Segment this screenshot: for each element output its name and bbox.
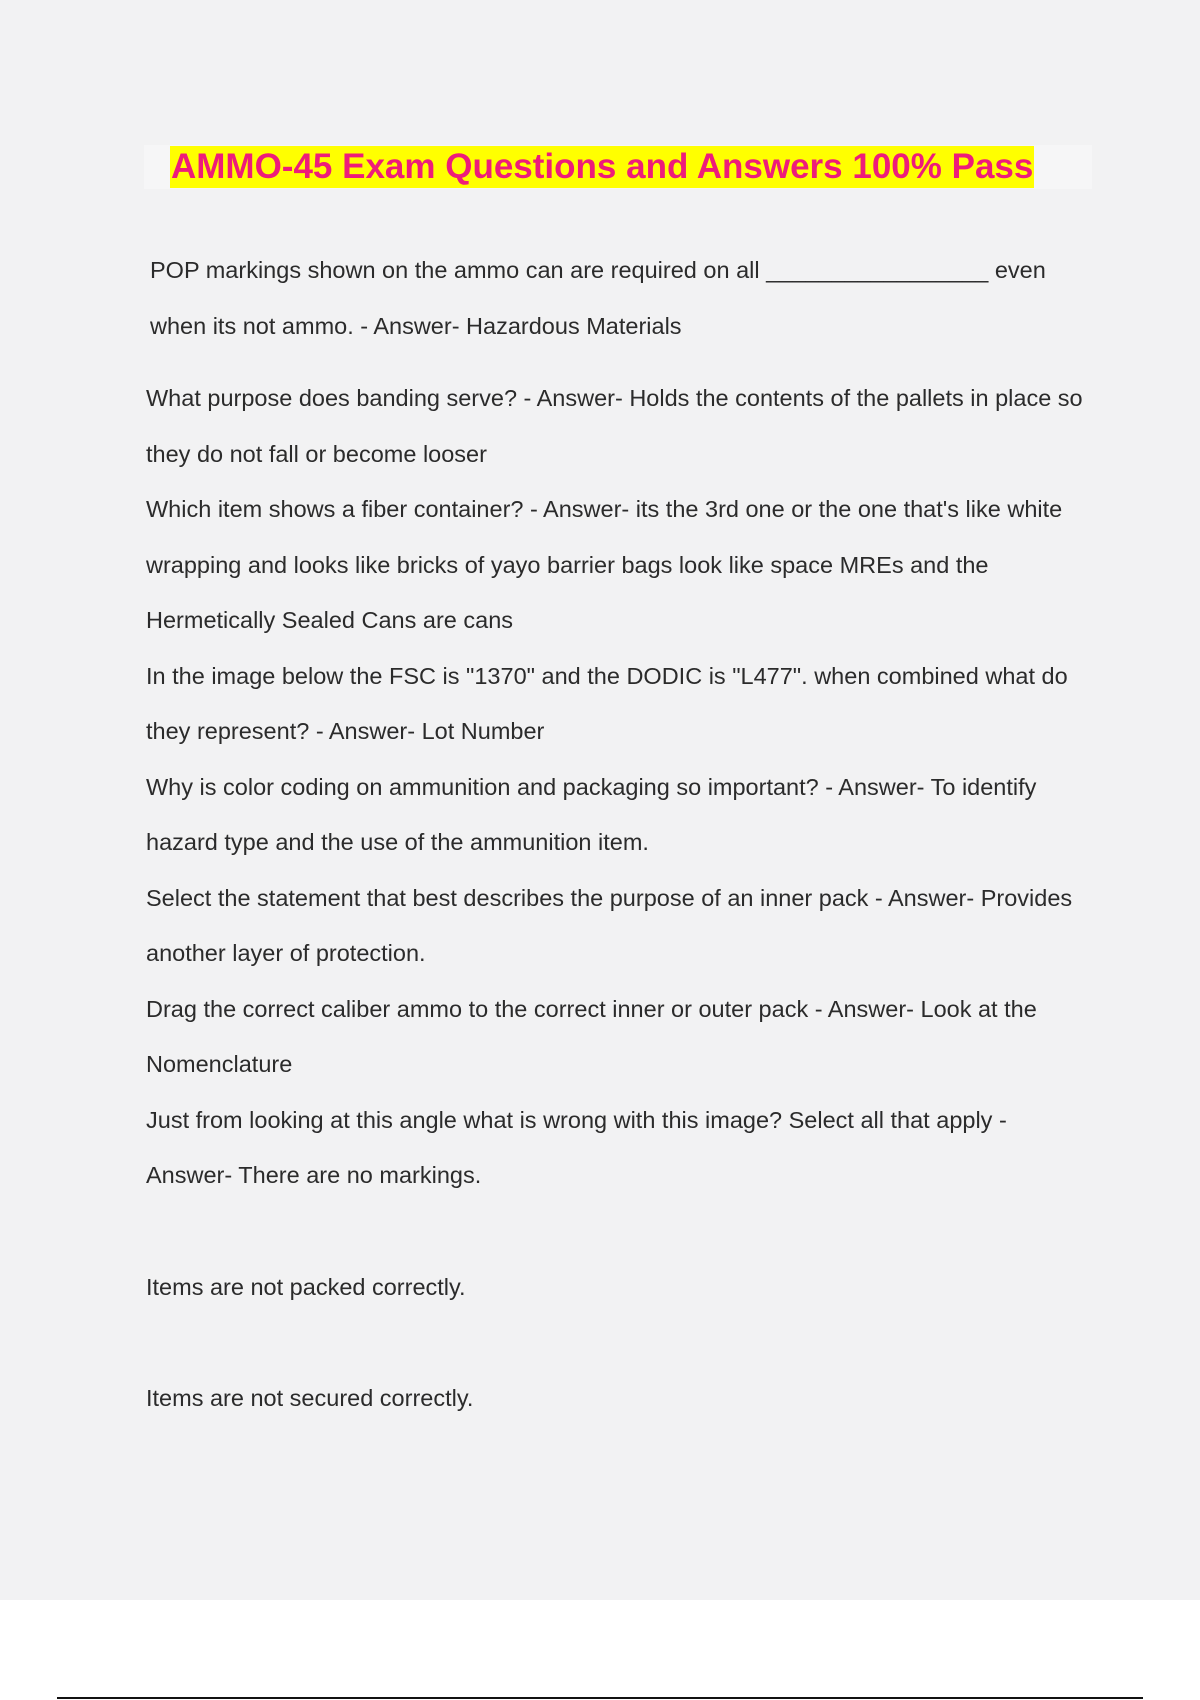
qa-item-inner-pack: Select the statement that best describes the purpose of an inner pack - Answer- Provides another layer of protection. <box>146 884 1073 966</box>
qa-answer-not-secured: Items are not secured correctly. <box>146 1385 474 1411</box>
qa-item-banding: What purpose does banding serve? - Answer- Holds the contents of the pallets in place so they do not fall or become looser <box>146 385 1083 467</box>
qa-item-fiber-container: Which item shows a fiber container? - Answer- its the 3rd one or the one that's like white wrapping and looks like bricks of yayo barrier bags look like space MREs and the Hermetically Sealed Cans are cans <box>146 496 1063 633</box>
document-title: AMMO-45 Exam Questions and Answers 100% Pass <box>171 147 1034 186</box>
document-body <box>146 243 1086 1427</box>
qa-item-pop-markings: POP markings shown on the ammo can are required on all _________________ even when its not ammo. - Answer- Hazardous Materials <box>150 257 1046 339</box>
paragraph-spacer <box>146 354 1086 371</box>
footer-divider <box>57 1697 1143 1699</box>
qa-item-image-angle: Just from looking at this angle what is wrong with this image? Select all that apply - Answer- There are no markings. <box>146 1106 1007 1188</box>
qa-answer-not-packed: Items are not packed correctly. <box>146 1273 466 1300</box>
qa-item-color-coding: Why is color coding on ammunition and packaging so important? - Answer- To identify hazard type and the use of the ammunition item. <box>146 773 1037 855</box>
paragraph-spacer <box>146 1315 1086 1371</box>
paragraph-spacer <box>146 1204 1086 1260</box>
qa-item-caliber-ammo: Drag the correct caliber ammo to the correct inner or outer pack - Answer- Look at the Nomenclature <box>146 995 1037 1077</box>
qa-item-fsc-dodic: In the image below the FSC is "1370" and the DODIC is "L477". when combined what do they represent? - Answer- Lot Number <box>146 662 1068 744</box>
